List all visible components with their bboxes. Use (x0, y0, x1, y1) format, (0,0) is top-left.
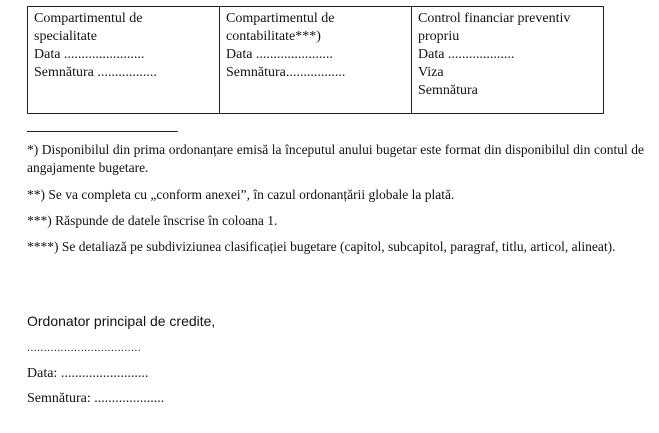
date-field: Data ....................... (34, 47, 145, 62)
name-line: .................................. (27, 342, 142, 354)
column-control-financiar (412, 7, 604, 114)
footnote-1: *) Disponibilul din prima ordonanțare emisă la începutul anului bugetar este format din disponibilul din contul de angajamente bugetare. (27, 142, 644, 175)
signature-field: Semnătura ................. (34, 65, 157, 80)
authorizing-officer-title: Ordonator principal de credite, (27, 313, 216, 329)
column-specialitate (28, 7, 220, 114)
signature-table (27, 6, 604, 114)
cell-line: propriu (418, 29, 460, 44)
cell-line: Compartimentul de (226, 11, 335, 26)
footnote-3: ***) Răspunde de datele înscrise în coloana 1. (27, 213, 278, 228)
visa-field: Viza (418, 65, 444, 80)
footnote-4: ****) Se detaliază pe subdiviziunea clasificației bugetare (capitol, subcapitol, paragraf, titlu, articol, alineat). (27, 239, 616, 254)
date-field: Data ...................... (226, 47, 333, 62)
cell-line: Control financiar preventiv (418, 11, 571, 26)
date-line: Data: ......................... (27, 366, 149, 381)
column-contabilitate (220, 7, 412, 114)
cell-line: contabilitate***) (226, 29, 321, 44)
cell-line: specialitate (34, 29, 97, 44)
cell-line: Compartimentul de (34, 11, 143, 26)
footnote-2: **) Se va completa cu „conform anexei”, în cazul ordonanțării globale la plată. (27, 187, 455, 202)
signature-line: Semnătura: .................... (27, 391, 165, 406)
signature-field: Semnătura................. (226, 65, 346, 80)
date-field: Data ................... (418, 47, 515, 62)
footnote-divider (27, 131, 178, 132)
signature-field: Semnătura (418, 83, 478, 98)
